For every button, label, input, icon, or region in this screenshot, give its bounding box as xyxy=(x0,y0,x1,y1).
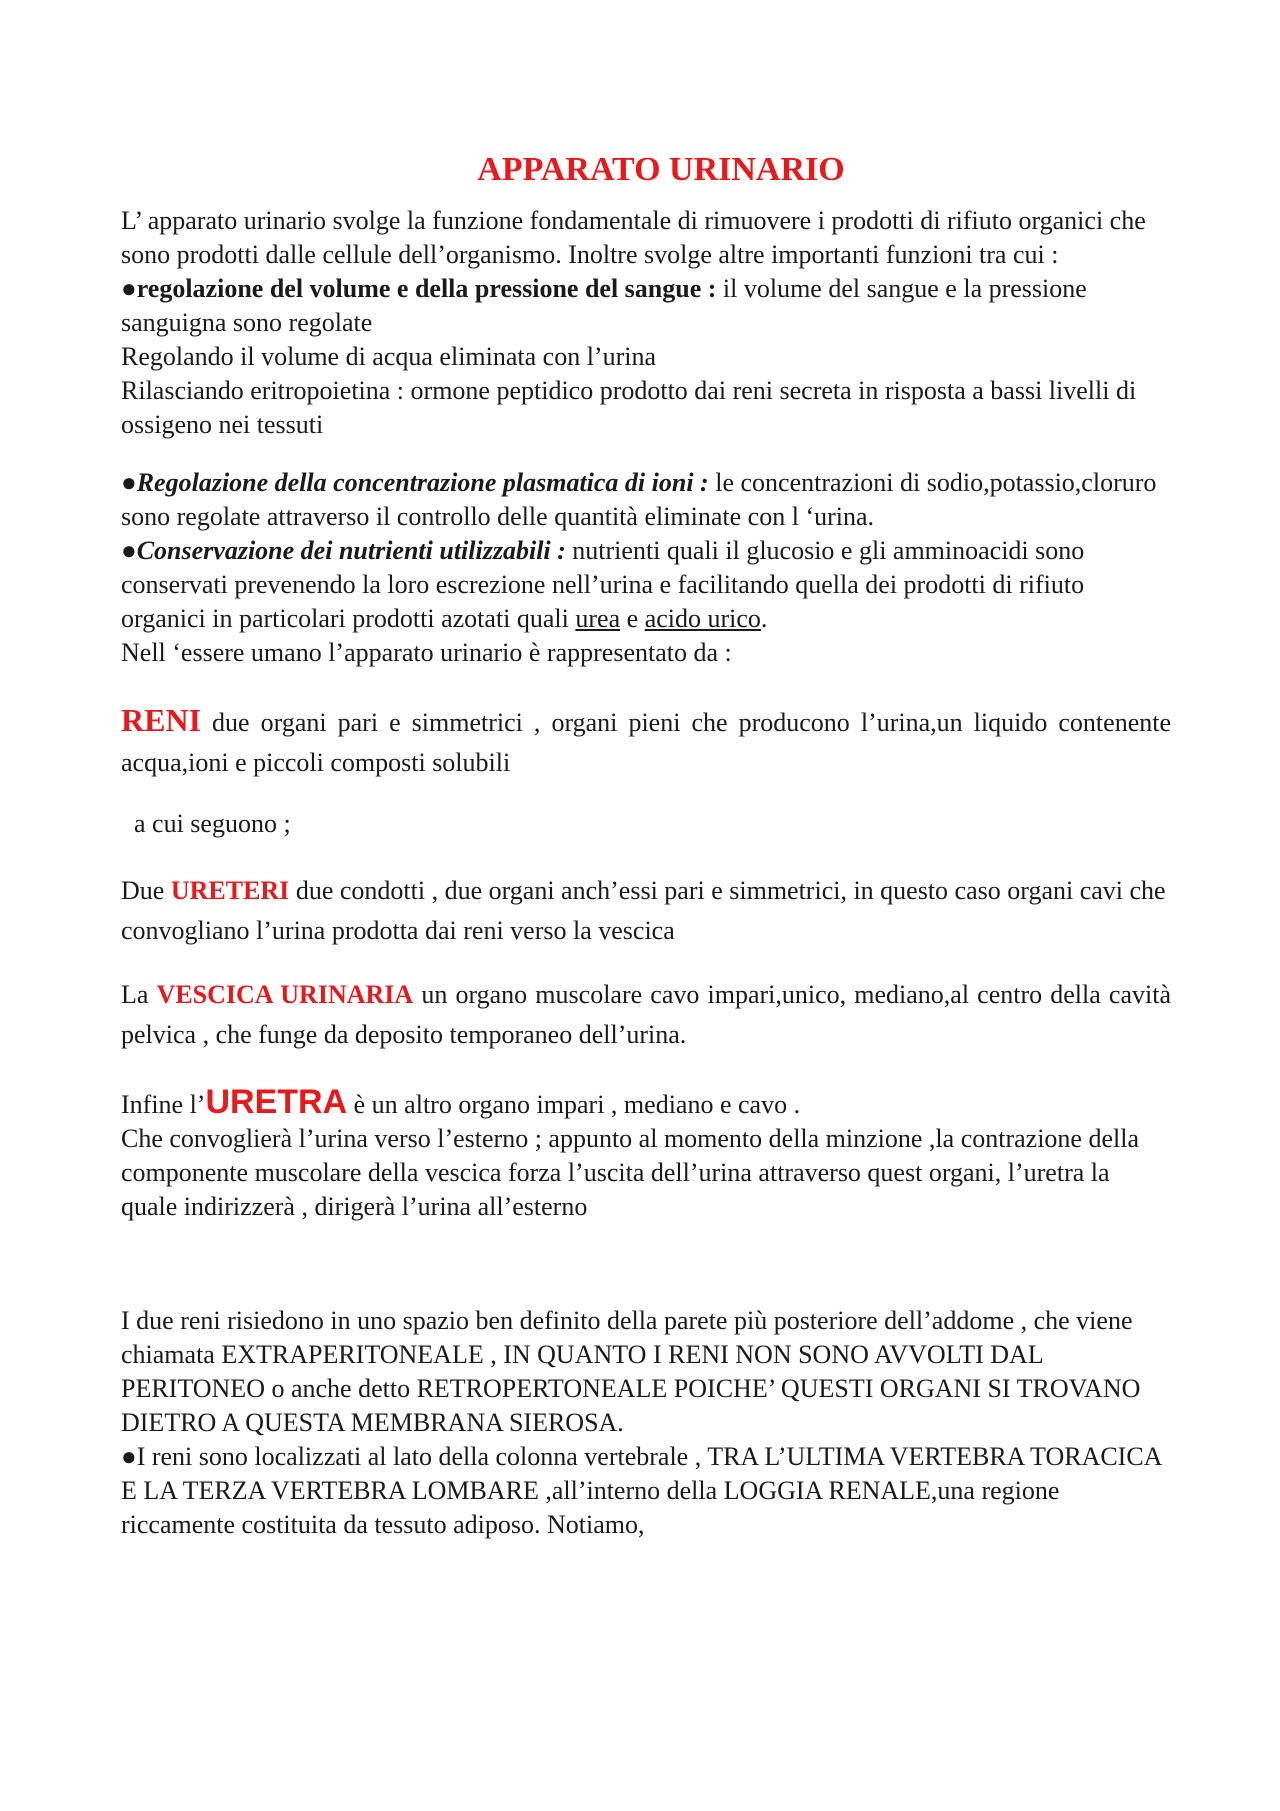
bullet-heading: Regolazione della concentrazione plasmatica di ioni : xyxy=(136,468,709,497)
bullet-heading: Conservazione dei nutrienti utilizzabili : xyxy=(136,536,566,565)
represented-line: Nell ‘essere umano l’apparato urinario è rappresentato da : xyxy=(121,638,732,667)
term-acido-urico: acido urico xyxy=(644,604,761,633)
vescica-prefix: La xyxy=(121,980,157,1009)
bullet-marker: ● xyxy=(121,274,137,303)
vescica-paragraph xyxy=(121,975,1171,1055)
ureteri-paragraph xyxy=(121,871,1171,951)
uretra-label: URETRA xyxy=(205,1083,348,1121)
reni-location-paragraph: ●I reni sono localizzati al lato della colonna vertebrale , TRA L’ULTIMA VERTEBRA TORACICA E LA TERZA VERTEBRA LOMBARE ,all’interno della LOGGIA RENALE,una regione riccamente costituita da tessuto adiposo. Notiamo, xyxy=(121,1442,1162,1539)
reni-position-paragraph: I due reni risiedono in uno spazio ben definito della parete più posteriore dell’addome , che viene chiamata EXTRAPERITONEALE , IN QUANTO I RENI NON SONO AVVOLTI DAL PERITONEO o anche detto RETROPERTONEALE POICHE’ QUESTI ORGANI SI TROVANO DIETRO A QUESTA MEMBRANA SIEROSA. xyxy=(121,1306,1141,1437)
spacer xyxy=(121,951,1171,975)
bullet-volume-pressione xyxy=(121,272,1171,340)
spacer xyxy=(121,670,1171,700)
ureteri-label: URETERI xyxy=(170,876,290,905)
uretra-description: Che convoglierà l’urina verso l’esterno ; appunto al momento della minzione ,la contrazione della componente muscolare della vescica forza l’uscita dell’urina attraverso quest organi, l’uretra la quale indirizzerà , dirigerà l’urina all’esterno xyxy=(121,1124,1139,1221)
bullet-ioni xyxy=(121,466,1171,534)
conjunction: e xyxy=(620,604,645,633)
ureteri-prefix: Due xyxy=(121,876,171,905)
bullet-nutrienti xyxy=(121,534,1171,636)
document-title: APPARATO URINARIO xyxy=(477,151,845,188)
uretra-prefix: Infine l’ xyxy=(121,1090,206,1119)
bullet-text: nutrienti quali il glucosio e gli amminoacidi sono conservati prevenendo la loro escrezione nell’urina e facilitando quella dei prodotti di rifiuto organici in particolari prodotti azotati quali xyxy=(121,536,1085,633)
spacer xyxy=(121,783,1171,807)
vescica-label: VESCICA URINARIA xyxy=(156,980,414,1009)
spacer xyxy=(121,1224,1171,1304)
line-rilasciando: Rilasciando eritropoietina : ormone peptidico prodotto dai reni secreta in risposta a bassi livelli di ossigeno nei tessuti xyxy=(121,376,1137,439)
spacer xyxy=(121,1055,1171,1085)
term-urea: urea xyxy=(575,604,621,633)
bullet-text: le concentrazioni di sodio,potassio,cloruro sono regolate attraverso il controllo delle quantità eliminate con l ‘urina. xyxy=(121,468,1157,531)
intro-paragraph: L’ apparato urinario svolge la funzione fondamentale di rimuovere i prodotti di rifiuto organici che sono prodotti dalle cellule dell’organismo. Inoltre svolge altre importanti funzioni tra cui : xyxy=(121,206,1146,269)
uretra-text: è un altro organo impari , mediano e cavo . xyxy=(347,1090,801,1119)
ureteri-text: due condotti , due organi anch’essi pari e simmetrici, in questo caso organi cavi che convogliano l’urina prodotta dai reni verso la vescica xyxy=(121,876,1166,945)
spacer xyxy=(121,442,1171,466)
uretra-heading-line xyxy=(121,1085,1171,1122)
follow-line: a cui seguono ; xyxy=(121,809,291,838)
period: . xyxy=(760,604,768,633)
reni-paragraph xyxy=(121,700,1171,783)
reni-text: due organi pari e simmetrici , organi pieni che producono l’urina,un liquido contenente acqua,ioni e piccoli composti solubili xyxy=(121,708,1171,777)
bullet-marker: ● xyxy=(121,468,137,497)
vescica-text: un organo muscolare cavo impari,unico, mediano,al centro della cavità pelvica , che funge da deposito temporaneo dell’urina. xyxy=(121,980,1171,1049)
reni-label: RENI xyxy=(121,702,202,738)
bullet-heading: regolazione del volume e della pressione del sangue : xyxy=(136,274,717,303)
page-content xyxy=(121,150,1171,1542)
line-regolando: Regolando il volume di acqua eliminata con l’urina xyxy=(121,342,657,371)
spacer xyxy=(121,841,1171,871)
bullet-marker: ● xyxy=(121,536,137,565)
bullet-text: il volume del sangue e la pressione sanguigna sono regolate xyxy=(121,274,1087,337)
